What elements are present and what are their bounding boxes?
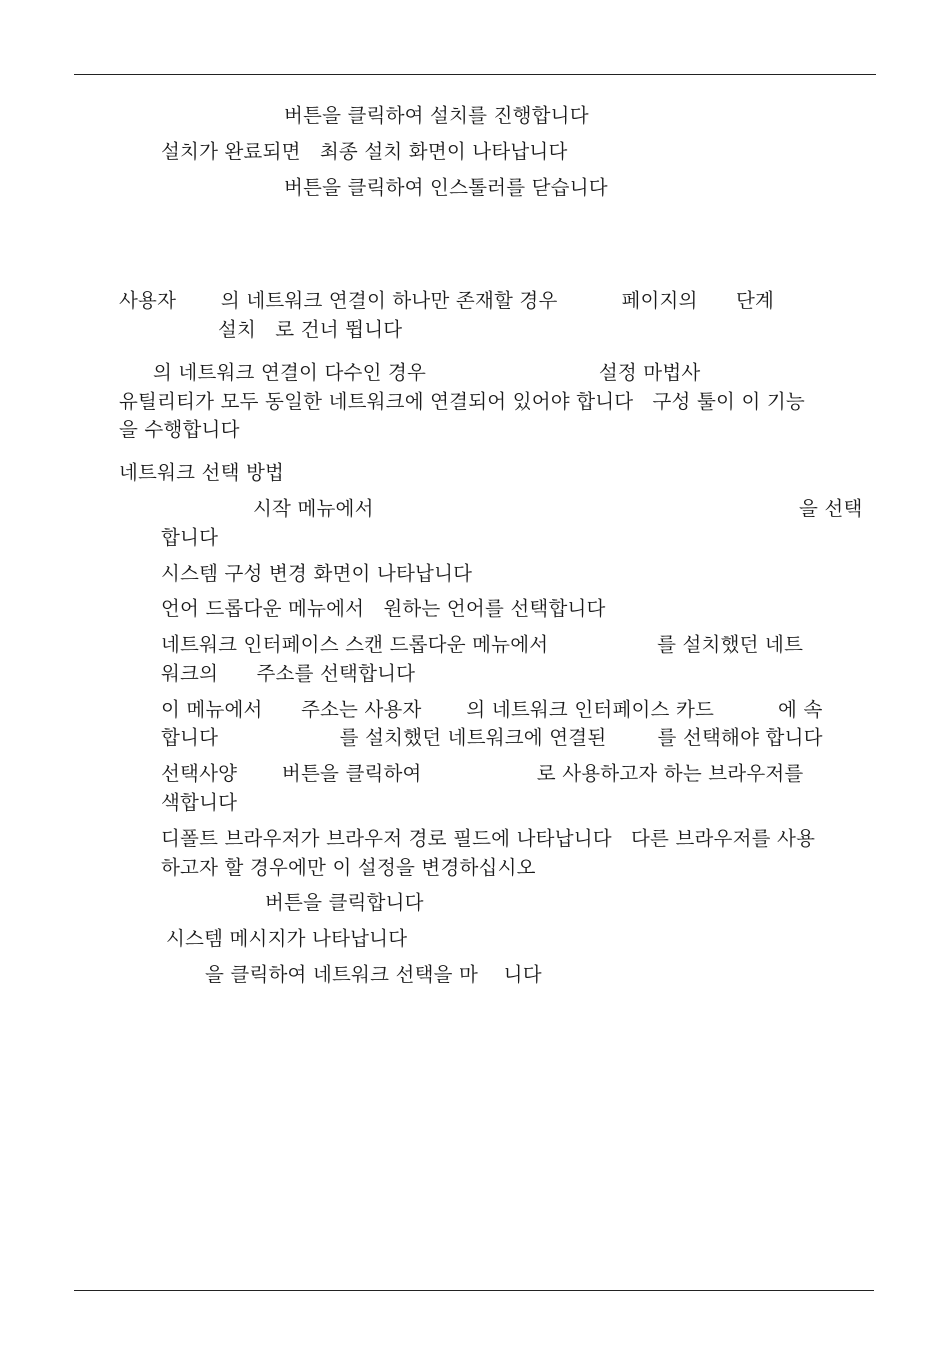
text-line: 버튼을 클릭합니다 — [265, 891, 424, 914]
text-line: 색합니다 — [161, 791, 238, 814]
text-line: 이 메뉴에서 주소는 사용자 의 네트워크 인터페이스 카드 에 속 — [161, 698, 823, 721]
text-line: 하고자 할 경우에만 이 설정을 변경하십시오 — [161, 856, 536, 879]
text-line: 설치 로 건너 뜁니다 — [218, 318, 403, 341]
section-heading: 네트워크 선택 방법 — [119, 461, 285, 484]
text-line: 시작 메뉴에서 — [253, 497, 374, 520]
text-line: 사용자 의 네트워크 연결이 하나만 존재할 경우 페이지의 단계 — [119, 289, 775, 312]
text-line: 디폴트 브라우저가 브라우저 경로 필드에 나타납니다 다른 브라우저를 사용 — [161, 827, 816, 850]
text-line: 시스템 구성 변경 화면이 나타납니다 — [161, 562, 473, 585]
text-line: 유틸리티가 모두 동일한 네트워크에 연결되어 있어야 합니다 구성 툴이 이 기능 — [119, 390, 805, 413]
text-line: 을 선택 — [799, 497, 863, 520]
text-line: 을 클릭하여 네트워크 선택을 마 니다 — [205, 963, 542, 986]
text-line: 선택사양 버튼을 클릭하여 로 사용하고자 하는 브라우저를 — [161, 762, 804, 785]
footer-rule — [74, 1290, 874, 1291]
text-line: 합니다 — [161, 526, 219, 549]
text-line: 시스템 메시지가 나타납니다 — [166, 927, 408, 950]
text-line: 의 네트워크 연결이 다수인 경우 설정 마법사 — [153, 361, 701, 384]
text-line: 워크의 주소를 선택합니다 — [161, 662, 416, 685]
text-line: 을 수행합니다 — [119, 418, 240, 441]
text-line: 버튼을 클릭하여 인스톨러를 닫습니다 — [284, 176, 608, 199]
header-rule — [74, 74, 876, 75]
text-line: 합니다 를 설치했던 네트워크에 연결된 를 선택해야 합니다 — [161, 726, 823, 749]
text-line: 버튼을 클릭하여 설치를 진행합니다 — [284, 104, 589, 127]
text-line: 언어 드롭다운 메뉴에서 원하는 언어를 선택합니다 — [161, 597, 606, 620]
text-line: 설치가 완료되면 최종 설치 화면이 나타납니다 — [161, 140, 568, 163]
text-line: 네트워크 인터페이스 스캔 드롭다운 메뉴에서 를 설치했던 네트 — [161, 633, 804, 656]
